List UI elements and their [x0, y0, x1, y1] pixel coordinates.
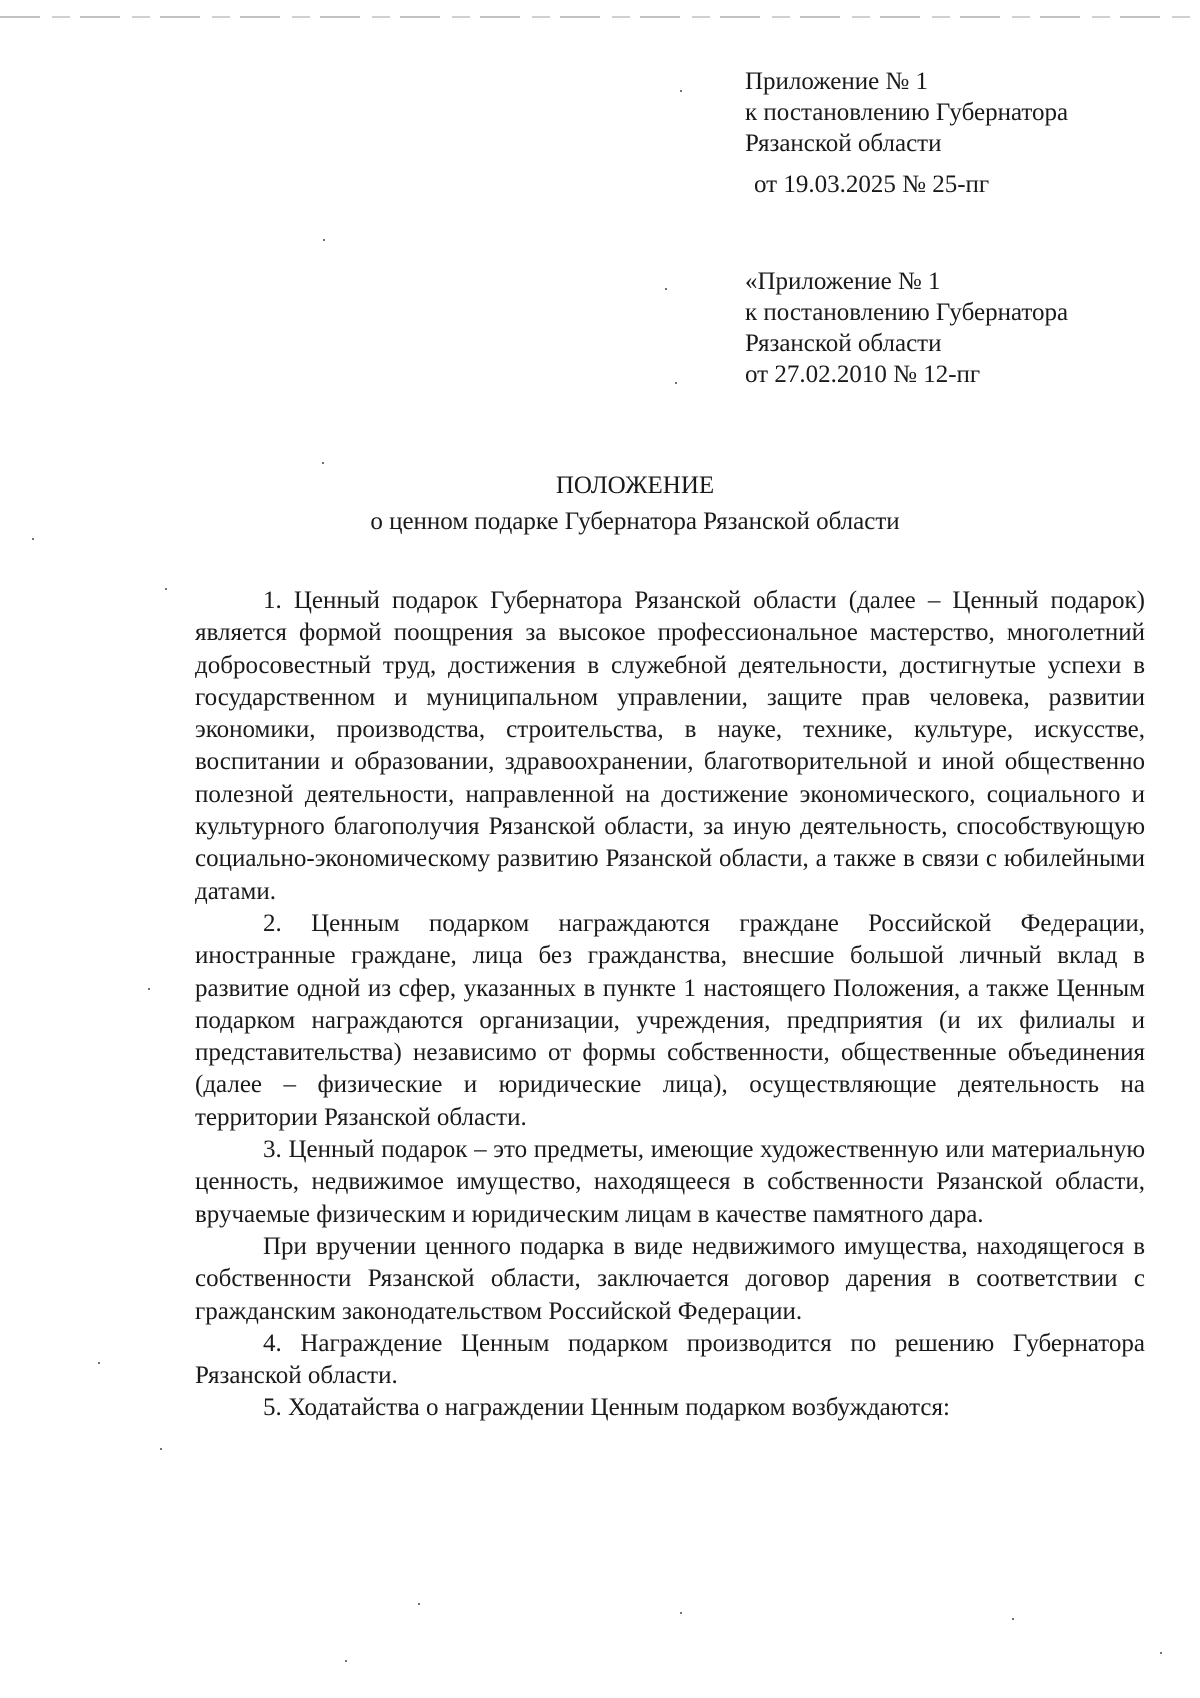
- appendix-line: к постановлению Губернатора: [745, 99, 1069, 126]
- scan-speck: [148, 988, 150, 990]
- scan-speck: [323, 239, 325, 241]
- document-title-block: [0, 468, 1200, 540]
- appendix-date: от 27.02.2010 № 12-пг: [745, 361, 981, 388]
- scan-speck: [665, 288, 667, 290]
- paragraph-3: 3. Ценный подарок – это предметы, имеющие художественную или материальную ценность, недвижимое имущество, находящееся в собственности Рязанской области, вручаемые физическим и юридическим лицам в качестве памятного дара.: [195, 1136, 1145, 1228]
- scan-speck: [1160, 1652, 1162, 1654]
- paragraph-5: 5. Ходатайства о награждении Ценным подарком возбуждаются:: [263, 1394, 950, 1422]
- scan-speck: [165, 588, 167, 590]
- appendix-line: Приложение № 1: [745, 68, 929, 95]
- scan-edge-artifact: [0, 16, 1200, 18]
- scan-speck: [418, 1603, 420, 1605]
- scan-speck: [322, 462, 324, 464]
- document-title: ПОЛОЖЕНИЕ: [555, 472, 715, 499]
- scan-speck: [680, 1612, 682, 1614]
- paragraph-4: 4. Награждение Ценным подарком производится по решению Губернатора Рязанской области.: [195, 1329, 1145, 1390]
- scan-speck: [675, 382, 677, 384]
- appendix-header-current: [745, 66, 1068, 200]
- document-body: [195, 585, 1145, 1425]
- scan-speck: [345, 1660, 347, 1662]
- paragraph-3-continuation: При вручении ценного подарка в виде недвижимого имущества, находящегося в собственности Рязанской области, заключается договор дарения в соответствии с гражданским законодательством Российской Федерации.: [195, 1232, 1145, 1325]
- appendix-line: к постановлению Губернатора: [745, 299, 1069, 326]
- scan-speck: [680, 90, 682, 92]
- appendix-date: от 19.03.2025 № 25-пг: [754, 171, 990, 198]
- scan-speck: [98, 1362, 100, 1364]
- appendix-line: «Приложение № 1: [745, 268, 941, 295]
- paragraph-1: 1. Ценный подарок Губернатора Рязанской области (далее – Ценный подарок) является формой поощрения за высокое профессиональное мастерство, многолетний добросовестный труд, достижения в служебной деятельности, достигнутые успехи в государственном и муниципальном управлении, защите прав человека, развитии экономики, производства, строительства, в науке, технике, культуре, искусстве, воспитании и образовании, здравоохранении, благотворительной и иной общественно полезной деятельности, направленной на достижение экономического, социального и культурного благополучия Рязанской области, за иную деятельность, способствующую социально-экономическому развитию Рязанской области, а также в связи с юбилейными датами.: [195, 587, 1145, 905]
- paragraph-2: 2. Ценным подарком награждаются граждане Российской Федерации, иностранные граждане, лица без гражданства, внесшие большой личный вклад в развитие одной из сфер, указанных в пункте 1 настоящего Положения, а также Ценным подарком награждаются организации, учреждения, предприятия (и их филиалы и представительства) независимо от формы собственности, общественные объединения (далее – физические и юридические лица), осуществляющие деятельность на территории Рязанской области.: [195, 909, 1145, 1131]
- scan-speck: [160, 1448, 162, 1450]
- appendix-header-original: [745, 266, 1068, 390]
- document-subtitle: о ценном подарке Губернатора Рязанской области: [370, 508, 900, 535]
- scan-speck: [1012, 1618, 1014, 1620]
- appendix-line: Рязанской области: [745, 330, 942, 357]
- appendix-line: Рязанской области: [745, 130, 942, 157]
